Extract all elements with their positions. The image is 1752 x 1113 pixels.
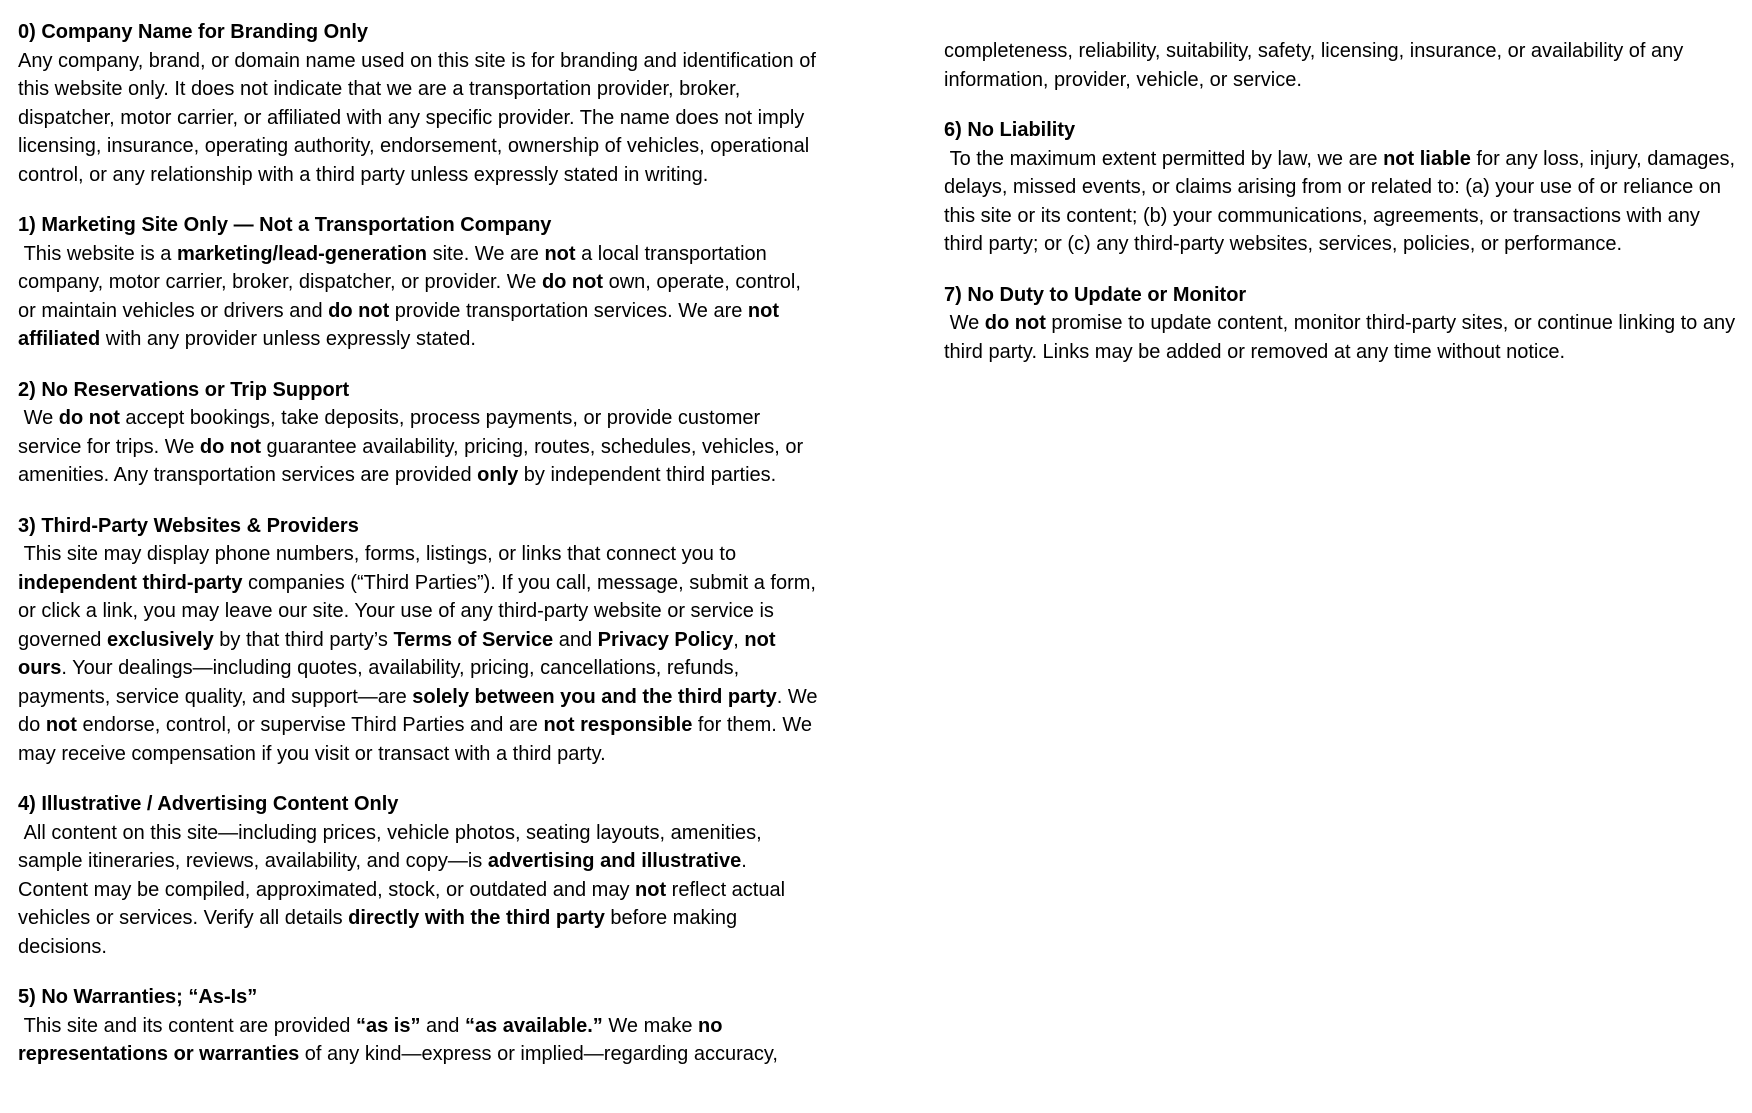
- text-run: This site and its content are provided: [18, 1014, 356, 1037]
- text-run: All content on this site—including prices, vehicle photos, seating layouts, amenities, sample itineraries, reviews, availability, and copy—is: [18, 821, 768, 872]
- bold-text-run: not: [544, 242, 576, 265]
- text-run: with any provider unless expressly stated.: [100, 328, 476, 350]
- section-heading: 3) Third-Party Websites & Providers: [18, 514, 359, 537]
- text-run: Any company, brand, or domain name used on this site is for branding and identification of this website only. It does not indicate that we are a transportation provider, broker, dispatcher, motor carrier, or affiliated with any specific provider. The name does not imply licensing, insurance, operating authority, endorsement, ownership of vehicles, operational control, or any relationship with a third party unless expressly stated in writing.: [18, 49, 822, 186]
- bold-text-run: directly with the third party: [348, 907, 605, 929]
- bold-text-run: not: [45, 714, 77, 736]
- bold-text-run: Terms of Service: [393, 628, 554, 651]
- text-run: This website is a: [18, 242, 177, 265]
- section-heading: 5) No Warranties; “As-Is”: [18, 986, 258, 1008]
- text-run: This site may display phone numbers, forms, listings, or links that connect you to: [18, 543, 742, 565]
- section-company-name-branding: [18, 18, 822, 189]
- bold-text-run: independent third-party: [18, 571, 243, 594]
- text-run: and: [420, 1014, 465, 1037]
- section-paragraph: [18, 404, 818, 490]
- bold-text-run: exclusively: [106, 628, 214, 651]
- section-heading: 4) Illustrative / Advertising Content Only: [18, 793, 399, 815]
- bold-text-run: do not: [199, 435, 261, 458]
- section-paragraph: [18, 240, 818, 354]
- text-run: promise to update content, monitor third-party sites, or continue linking to any third party. Links may be added or removed at any time without notice.: [944, 312, 1741, 363]
- section-heading: 0) Company Name for Branding Only: [18, 21, 369, 43]
- section-no-warranties: [18, 983, 818, 1069]
- section-paragraph: [944, 145, 1744, 259]
- text-run: site. We are: [427, 242, 545, 265]
- bold-text-run: “as is”: [355, 1014, 421, 1037]
- section-no-liability: [944, 116, 1744, 259]
- bold-text-run: not responsible: [543, 714, 693, 736]
- section-heading: 2) No Reservations or Trip Support: [18, 378, 350, 401]
- text-run: for any loss, injury, damages, delays, missed events, or claims arising from or related to: (a) your use of or reliance on this site or its content; (b) your communications, agreements, or transactions with any third party; or (c) any third-party websites, services, policies, or performance.: [944, 147, 1741, 255]
- bold-text-run: do not: [541, 271, 604, 293]
- bold-text-run: “as available.”: [464, 1014, 603, 1037]
- section-paragraph: [18, 540, 824, 768]
- text-run: We: [18, 407, 59, 429]
- section-marketing-site-only: [18, 211, 818, 354]
- section-heading: 6) No Liability: [944, 119, 1076, 141]
- section-paragraph: [944, 309, 1744, 366]
- column-left: [18, 18, 824, 1113]
- bold-text-run: only: [477, 464, 519, 486]
- text-run: and: [553, 628, 598, 651]
- bold-text-run: not ours: [18, 628, 782, 679]
- text-run: accept bookings, take deposits, process payments, or provide customer service for trips. We: [18, 407, 766, 458]
- text-run: ,: [733, 628, 745, 651]
- section-paragraph: [18, 819, 818, 962]
- bold-text-run: not affiliated: [18, 299, 785, 350]
- bold-text-run: not liable: [1383, 147, 1471, 170]
- section-no-duty-to-update: [944, 281, 1744, 367]
- text-run: reflect actual vehicles or services. Verify all details: [18, 878, 791, 929]
- text-run: We make: [602, 1014, 699, 1037]
- text-run: endorse, control, or supervise Third Parties and are: [76, 714, 544, 736]
- text-run: for them. We may receive compensation if you visit or transact with a third party.: [18, 714, 818, 765]
- section-paragraph: [944, 37, 1744, 94]
- bold-text-run: do not: [58, 407, 120, 429]
- text-run: of any kind—express or implied—regarding accuracy,: [299, 1043, 778, 1065]
- section-illustrative-content: [18, 790, 818, 961]
- bold-text-run: do not: [328, 299, 390, 322]
- text-run: . Content may be compiled, approximated, stock, or outdated and may: [18, 850, 753, 901]
- section-paragraph: [18, 1012, 818, 1069]
- section-third-party-websites: [18, 512, 824, 769]
- text-run: companies (“Third Parties”). If you call, message, submit a form, or click a link, you may leave our site. Your use of any third-party website or service is governed: [18, 571, 822, 651]
- bold-text-run: solely between you and the third party: [412, 685, 777, 708]
- text-run: provide transportation services. We are: [389, 299, 748, 322]
- text-run: before making decisions.: [18, 907, 743, 958]
- text-run: by that third party’s: [213, 628, 394, 651]
- bold-text-run: Privacy Policy: [597, 628, 734, 651]
- text-run: . Your dealings—including quotes, availability, pricing, cancellations, refunds, payments, service quality, and support—are: [18, 657, 745, 708]
- bold-text-run: do not: [984, 312, 1046, 334]
- section-heading: 1) Marketing Site Only — Not a Transportation Company: [18, 214, 552, 236]
- text-run: guarantee availability, pricing, routes, schedules, vehicles, or amenities. Any transportation services are provided: [18, 435, 809, 486]
- section-no-warranties-continued: [944, 37, 1744, 94]
- text-run: completeness, reliability, suitability, safety, licensing, insurance, or availability of any information, provider, vehicle, or service.: [944, 40, 1689, 91]
- text-run: . We do: [18, 685, 824, 736]
- text-run: own, operate, control, or maintain vehicles or drivers and: [18, 271, 807, 322]
- text-run: To the maximum extent permitted by law, we are: [944, 147, 1384, 170]
- section-paragraph: [18, 47, 822, 190]
- section-heading: 7) No Duty to Update or Monitor: [944, 283, 1247, 306]
- bold-text-run: marketing/lead-generation: [176, 242, 428, 265]
- text-run: We: [944, 312, 985, 334]
- text-run: a local transportation company, motor carrier, broker, dispatcher, or provider. We: [18, 242, 773, 293]
- text-run: by independent third parties.: [518, 464, 777, 486]
- bold-text-run: not: [635, 878, 667, 901]
- bold-text-run: advertising and illustrative: [487, 850, 742, 872]
- bold-text-run: no representations or warranties: [18, 1014, 729, 1065]
- section-no-reservations: [18, 376, 818, 490]
- column-right: [944, 18, 1744, 1113]
